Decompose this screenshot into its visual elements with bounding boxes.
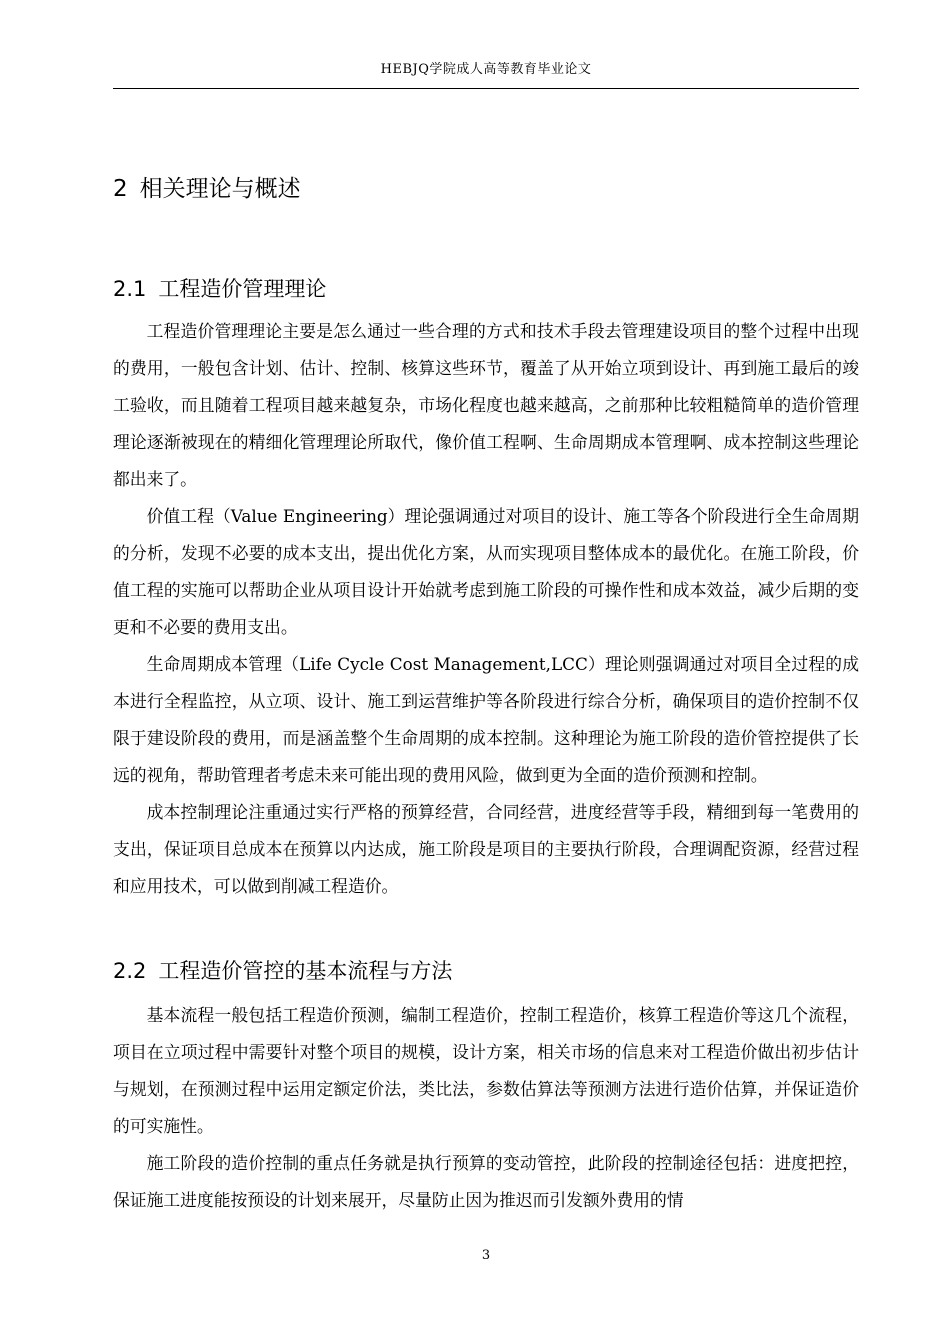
paragraph: 工程造价管理理论主要是怎么通过一些合理的方式和技术手段去管理建设项目的整个过程中出现的费用，一般包含计划、估计、控制、核算这些环节，覆盖了从开始立项到设计、再到施工最后的竣工验收，而且随着工程项目越来越复杂，市场化程度也越来越高，之前那种比较粗糙简单的造价管理理论逐渐被现在的精细化管理理论所取代，像价值工程啊、生命周期成本管理啊、成本控制这些理论都出来了。 — [113, 321, 859, 489]
section-2-1-heading — [113, 273, 326, 305]
section-2-1-title: 工程造价管理理论 — [158, 277, 327, 301]
section-2-2-heading — [113, 955, 452, 987]
running-header: HEBJQ学院成人高等教育毕业论文 — [380, 62, 592, 77]
chapter-title — [113, 171, 301, 207]
section-2-1-number: 2.1 — [113, 277, 147, 301]
paragraph: 施工阶段的造价控制的重点任务就是执行预算的变动管控，此阶段的控制途径包括：进度把控，保证施工进度能按预设的计划来展开，尽量防止因为推迟而引发额外费用的情 — [113, 1153, 859, 1210]
section-2-1-body — [113, 313, 859, 905]
chapter-title-text: 相关理论与概述 — [139, 176, 301, 202]
paragraph: 成本控制理论注重通过实行严格的预算经营，合同经营，进度经营等手段，精细到每一笔费用的支出，保证项目总成本在预算以内达成，施工阶段是项目的主要执行阶段，合理调配资源，经营过程和应用技术，可以做到削减工程造价。 — [113, 802, 859, 896]
paragraph: 价值工程（Value Engineering）理论强调通过对项目的设计、施工等各个阶段进行全生命周期的分析，发现不必要的成本支出，提出优化方案，从而实现项目整体成本的最优化。在施工阶段，价值工程的实施可以帮助企业从项目设计开始就考虑到施工阶段的可操作性和成本效益，减少后期的变更和不必要的费用支出。 — [113, 506, 859, 637]
header-rule — [113, 88, 859, 89]
section-2-2-body — [113, 997, 859, 1219]
chapter-number: 2 — [113, 176, 128, 202]
section-2-2-title: 工程造价管控的基本流程与方法 — [158, 959, 453, 983]
page-number: 3 — [481, 1248, 491, 1263]
paragraph: 基本流程一般包括工程造价预测，编制工程造价，控制工程造价，核算工程造价等这几个流程，项目在立项过程中需要针对整个项目的规模，设计方案，相关市场的信息来对工程造价做出初步估计与规划，在预测过程中运用定额定价法，类比法，参数估算法等预测方法进行造价估算，并保证造价的可实施性。 — [113, 1005, 859, 1136]
paragraph: 生命周期成本管理（Life Cycle Cost Management,LCC）理论则强调通过对项目全过程的成本进行全程监控，从立项、设计、施工到运营维护等各阶段进行综合分析，确保项目的造价控制不仅限于建设阶段的费用，而是涵盖整个生命周期的成本控制。这种理论为施工阶段的造价管控提供了长远的视角，帮助管理者考虑未来可能出现的费用风险，做到更为全面的造价预测和控制。 — [113, 654, 859, 785]
section-2-2-number: 2.2 — [113, 959, 147, 983]
